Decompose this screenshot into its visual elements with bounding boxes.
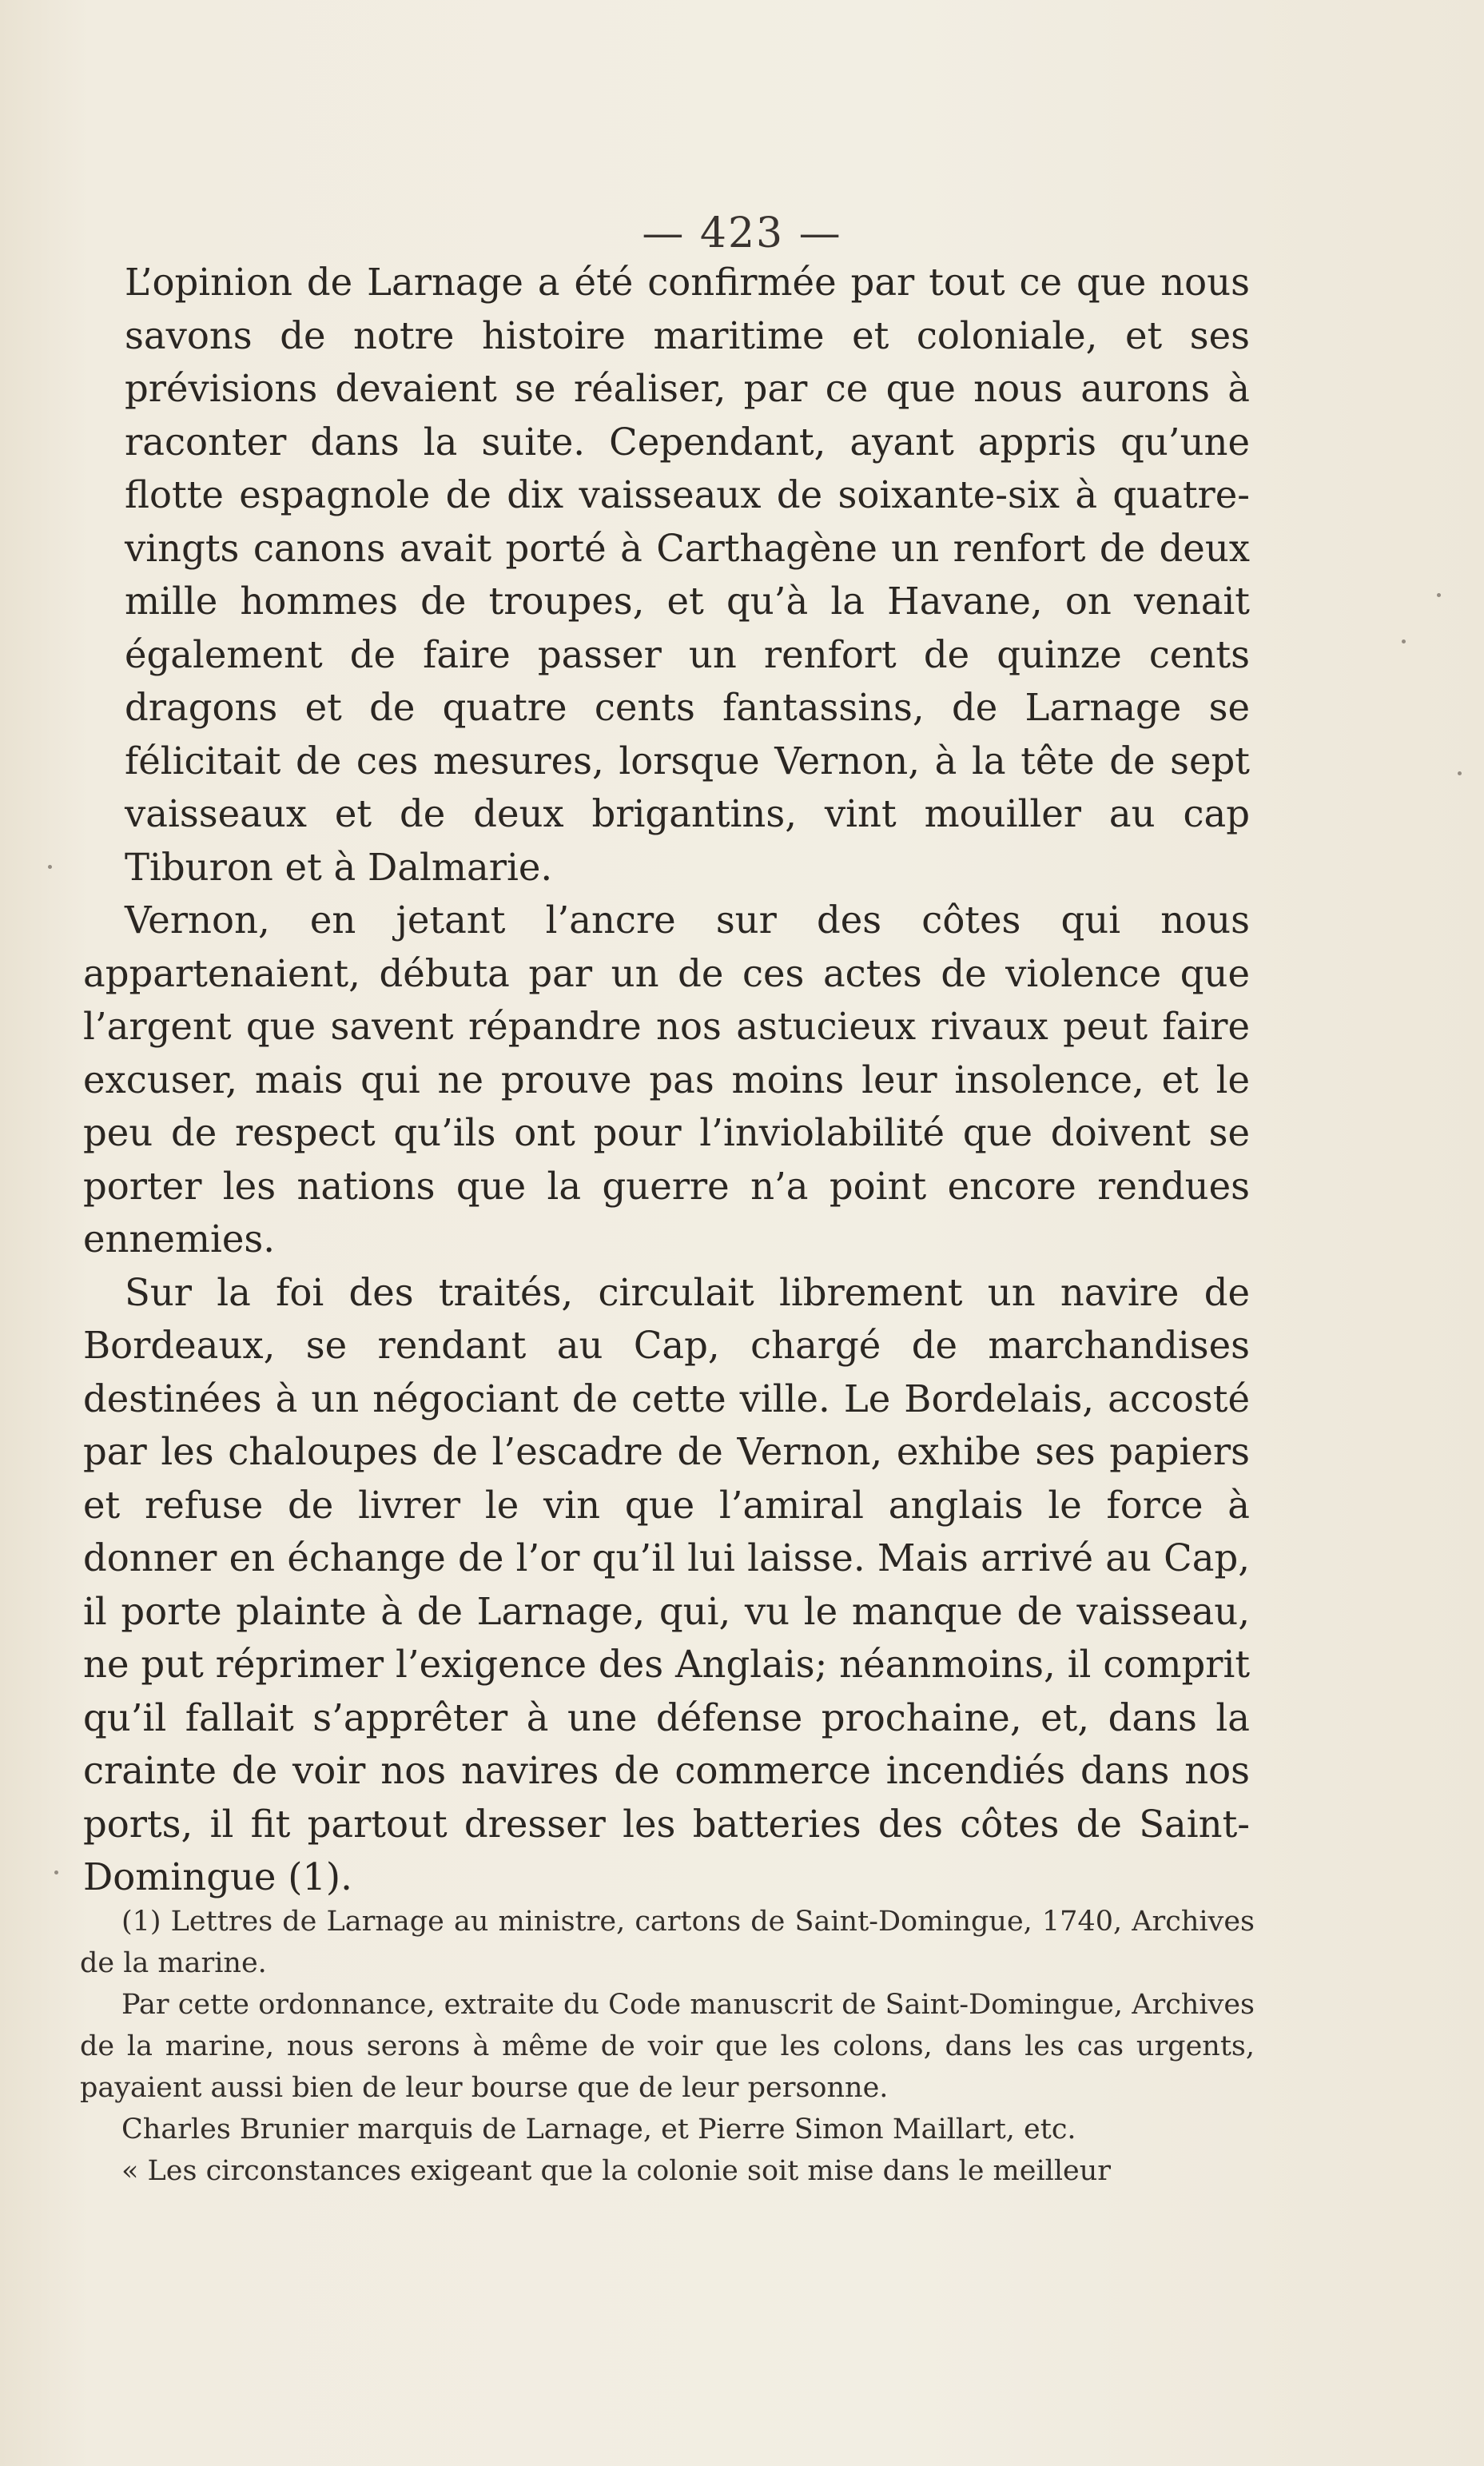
- footnotes: [80, 1901, 1255, 2192]
- paragraph: Vernon, en jetant l’ancre sur des côtes qui nous appartenaient, débuta par un de ces actes de violence que l’argent que savent répandre nos astucieux rivaux peut faire excuser, mais qui ne prouve pas moins leur insolence, et le peu de respect qu’ils ont pour l’inviolabilité que doivent se porter les nations que la guerre n’a point encore rendues ennemies.: [83, 898, 1250, 1261]
- footnote: Par cette ordonnance, extraite du Code manuscrit de Saint-Domingue, Archives de la marine, nous serons à même de voir que les colons, dans les cas urgents, payaient aussi bien de leur bourse que de leur personne.: [80, 1989, 1255, 2104]
- footnote: Charles Brunier marquis de Larnage, et Pierre Simon Maillart, etc.: [121, 2113, 1076, 2145]
- paper-speck: [1458, 771, 1462, 775]
- paragraph: L’opinion de Larnage a été confirmée par tout ce que nous savons de notre histoire maritime et coloniale, et ses prévisions devaient se réaliser, par ce que nous aurons à raconter dans la suite. Cependant, ayant appris qu’une flotte espagnole de dix vaisseaux de soixante-six à quatre-vingts canons avait porté à Carthagène un renfort de deux mille hommes de troupes, et qu’à la Havane, on venait également de faire passer un renfort de quinze cents dragons et de quatre cents fantassins, de Larnage se félicitait de ces mesures, lorsque Vernon, à la tête de sept vaisseaux et de deux brigantins, vint mouiller au cap Tiburon et à Dalmarie.: [125, 261, 1250, 889]
- paper-speck: [1402, 639, 1406, 643]
- paper-speck: [1437, 593, 1441, 597]
- footnote: « Les circonstances exigeant que la colonie soit mise dans le meilleur: [121, 2155, 1112, 2187]
- paper-speck: [48, 865, 52, 869]
- footnote: (1) Lettres de Larnage au ministre, cartons de Saint-Domingue, 1740, Archives de la marine.: [80, 1906, 1255, 1979]
- paragraph: Sur la foi des traités, circulait librement un navire de Bordeaux, se rendant au Cap, chargé de marchandises destinées à un négociant de cette ville. Le Bordelais, accosté par les chaloupes de l’escadre de Vernon, exhibe ses papiers et refuse de livrer le vin que l’amiral anglais le force à donner en échange de l’or qu’il lui laisse. Mais arrivé au Cap, il porte plainte à de Larnage, qui, vu le manque de vaisseau, ne put réprimer l’exigence des Anglais; néanmoins, il comprit qu’il fallait s’apprêter à une défense prochaine, et, dans la crainte de voir nos navires de commerce incendiés dans nos ports, il fit partout dresser les batteries des côtes de Saint-Domingue (1).: [83, 1270, 1250, 1898]
- paper-speck: [54, 1870, 58, 1874]
- main-text: [83, 256, 1250, 1904]
- page-number: — 423 —: [642, 209, 842, 257]
